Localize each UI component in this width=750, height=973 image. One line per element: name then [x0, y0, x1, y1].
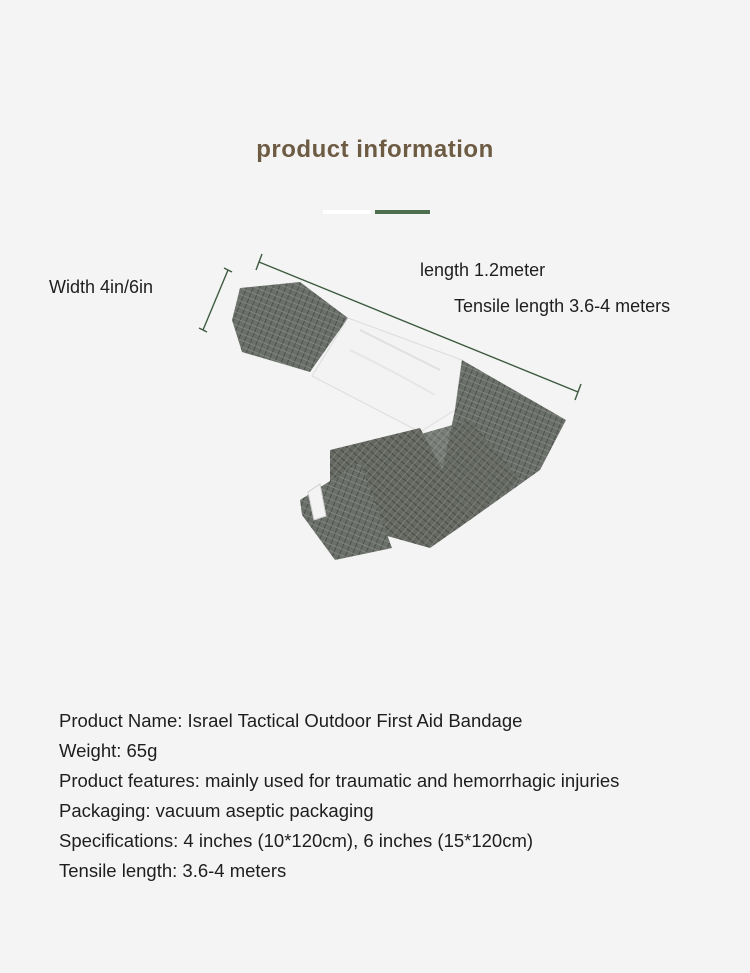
info-specifications: Specifications: 4 inches (10*120cm), 6 inches (15*120cm): [59, 830, 534, 851]
info-product-name: Product Name: Israel Tactical Outdoor First Aid Bandage: [59, 710, 523, 731]
info-packaging: Packaging: vacuum aseptic packaging: [59, 800, 374, 821]
info-weight: Weight: 65g: [59, 740, 158, 761]
product-info-list: [59, 706, 619, 886]
info-tensile-length: Tensile length: 3.6-4 meters: [59, 860, 287, 881]
width-dimension-line: [199, 268, 232, 332]
length-label: length 1.2meter: [420, 260, 546, 280]
section-title: product information: [256, 136, 494, 163]
info-features: Product features: mainly used for traumatic and hemorrhagic injuries: [59, 770, 620, 791]
bandage-strip: [232, 282, 566, 560]
tensile-length-label: Tensile length 3.6-4 meters: [454, 296, 671, 316]
width-label: Width 4in/6in: [49, 277, 154, 297]
